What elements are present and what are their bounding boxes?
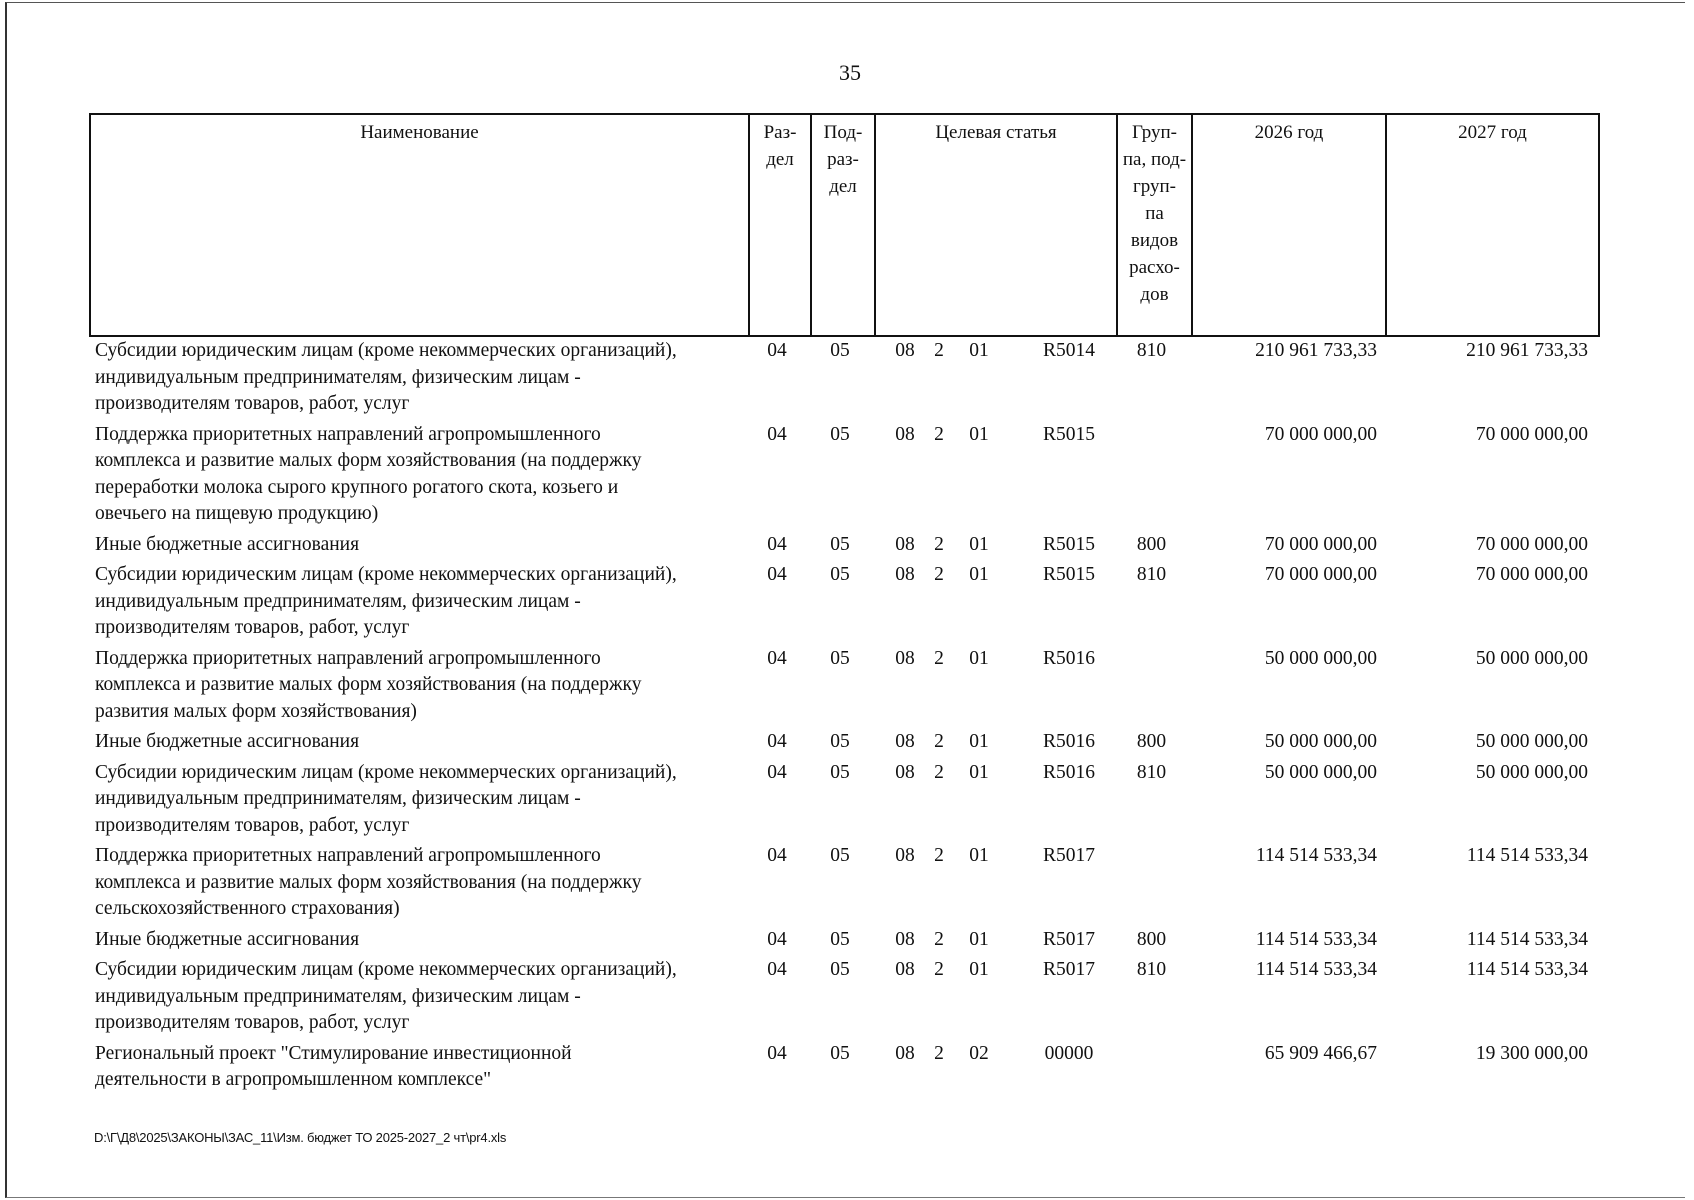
row-name-line: Поддержка приоритетных направлений агропромышленного (95, 647, 601, 669)
cell-y2027: 114 514 533,34 (1466, 928, 1588, 950)
table-header (89, 113, 1600, 337)
header-vid-line: па (1145, 203, 1164, 224)
cell-t1: 08 (895, 928, 915, 950)
cell-t1: 08 (895, 564, 915, 585)
cell-t3: 01 (969, 564, 989, 585)
cell-t3: 01 (969, 845, 989, 866)
row-name-line: Иные бюджетные ассигнования (95, 731, 360, 752)
cell-t4: R5015 (1042, 564, 1095, 585)
row-name-line: производителям товаров, работ, услуг (95, 1012, 410, 1033)
cell-t4: R5016 (1042, 731, 1095, 752)
cell-t1: 08 (895, 731, 915, 752)
table-row (89, 957, 1600, 1037)
header-vid-line: груп- (1132, 176, 1177, 197)
cell-t3: 01 (969, 647, 989, 669)
cell-t4: R5016 (1042, 647, 1095, 669)
cell-t1: 08 (895, 533, 915, 555)
cell-t2: 2 (934, 564, 944, 585)
cell-t1: 08 (895, 340, 915, 361)
cell-y2026: 50 000 000,00 (1264, 647, 1377, 669)
header-vid-line: видов (1130, 230, 1179, 251)
header-vid-line: Груп- (1131, 122, 1178, 143)
header-podrazdel-line: раз- (827, 149, 859, 170)
cell-t2: 2 (934, 959, 944, 980)
table-row (89, 843, 1600, 923)
cell-t1: 08 (895, 959, 915, 980)
row-name-line: индивидуальным предпринимателям, физическим лицам - (95, 985, 581, 1007)
row-name-line: развития малых форм хозяйствования) (95, 700, 417, 722)
row-name-line: Региональный проект "Стимулирование инвестиционной (95, 1042, 572, 1064)
cell-t3: 01 (969, 533, 989, 555)
table-row (89, 646, 1600, 726)
cell-t2: 2 (934, 423, 944, 445)
row-name-line: комплекса и развитие малых форм хозяйствования (на поддержку (95, 450, 642, 471)
table-row (89, 760, 1600, 840)
cell-t1: 08 (895, 423, 915, 445)
cell-podrazdel: 05 (830, 761, 850, 783)
cell-vid: 800 (1136, 731, 1167, 752)
row-name (89, 729, 739, 756)
cell-podrazdel: 05 (830, 533, 850, 555)
cell-y2027: 70 000 000,00 (1475, 533, 1588, 555)
row-name-line: производителям товаров, работ, услуг (95, 617, 410, 638)
cell-t1: 08 (895, 1042, 915, 1064)
row-name-line: Субсидии юридическим лицам (кроме некоммерческих организаций), (95, 564, 677, 585)
cell-podrazdel: 05 (830, 1042, 850, 1064)
row-name (89, 646, 739, 726)
row-name-line: сельскохозяйственного страхования) (95, 898, 400, 919)
cell-razdel: 04 (767, 564, 787, 585)
row-name (89, 338, 739, 418)
cell-vid: 800 (1136, 928, 1167, 950)
cell-t2: 2 (934, 731, 944, 752)
cell-y2026: 114 514 533,34 (1255, 845, 1377, 866)
cell-t1: 08 (895, 647, 915, 669)
row-name-line: индивидуальным предпринимателям, физическим лицам - (95, 590, 581, 612)
cell-t4: R5014 (1042, 340, 1095, 361)
row-name (89, 532, 739, 559)
header-vid (1116, 115, 1191, 335)
row-name-line: Субсидии юридическим лицам (кроме некоммерческих организаций), (95, 761, 677, 783)
cell-y2027: 210 961 733,33 (1466, 340, 1588, 361)
cell-y2026: 114 514 533,34 (1255, 928, 1377, 950)
header-vid-line: дов (1140, 284, 1169, 305)
cell-razdel: 04 (767, 845, 787, 866)
cell-y2026: 114 514 533,34 (1255, 959, 1377, 980)
row-name-line: деятельности в агропромышленном комплексе" (95, 1069, 492, 1090)
footer-file-path: D:\Г\Д8\2025\ЗАКОНЫ\ЗАС_11\Изм. бюджет ТО 2025-2027_2 чт\pr4.xls (94, 1130, 507, 1145)
row-name (89, 957, 739, 1037)
cell-t3: 01 (969, 340, 989, 361)
cell-t4: R5015 (1042, 423, 1095, 445)
cell-podrazdel: 05 (830, 423, 850, 445)
cell-t4: R5017 (1042, 928, 1095, 950)
cell-podrazdel: 05 (830, 564, 850, 585)
cell-y2027: 70 000 000,00 (1475, 564, 1588, 585)
cell-podrazdel: 05 (830, 845, 850, 866)
header-vid-line: расхо- (1129, 257, 1180, 278)
row-name (89, 562, 739, 642)
cell-y2026: 70 000 000,00 (1264, 423, 1377, 445)
cell-y2027: 50 000 000,00 (1475, 761, 1588, 783)
cell-podrazdel: 05 (830, 928, 850, 950)
row-name-line: Иные бюджетные ассигнования (95, 533, 360, 555)
cell-t2: 2 (934, 761, 944, 783)
row-name-line: Субсидии юридическим лицам (кроме некоммерческих организаций), (95, 959, 677, 980)
cell-y2026: 50 000 000,00 (1264, 761, 1377, 783)
cell-razdel: 04 (767, 423, 787, 445)
cell-y2027: 50 000 000,00 (1475, 647, 1588, 669)
cell-y2027: 70 000 000,00 (1475, 423, 1588, 445)
row-name-line: индивидуальным предпринимателям, физическим лицам - (95, 788, 581, 809)
cell-t2: 2 (934, 845, 944, 866)
row-name-line: овечьего на пищевую продукцию) (95, 503, 379, 524)
cell-y2026: 65 909 466,67 (1264, 1042, 1377, 1064)
row-name-line: Субсидии юридическим лицам (кроме некоммерческих организаций), (95, 340, 677, 361)
cell-podrazdel: 05 (830, 647, 850, 669)
cell-t2: 2 (934, 1042, 944, 1064)
row-name (89, 760, 739, 840)
cell-t3: 01 (969, 423, 989, 445)
row-name-line: переработки молока сырого крупного рогатого скота, козьего и (95, 476, 619, 498)
cell-razdel: 04 (767, 761, 787, 783)
cell-t3: 01 (969, 928, 989, 950)
cell-podrazdel: 05 (830, 959, 850, 980)
cell-t3: 02 (969, 1042, 989, 1064)
header-year-2026: 2026 год (1191, 115, 1385, 335)
cell-y2026: 70 000 000,00 (1264, 564, 1377, 585)
cell-y2027: 50 000 000,00 (1475, 731, 1588, 752)
cell-vid: 810 (1136, 564, 1167, 585)
cell-y2027: 114 514 533,34 (1466, 959, 1588, 980)
table-row (89, 532, 1600, 559)
row-name (89, 927, 739, 954)
table-body (89, 338, 1600, 1098)
cell-t4: R5017 (1042, 959, 1095, 980)
cell-podrazdel: 05 (830, 731, 850, 752)
row-name-line: производителям товаров, работ, услуг (95, 393, 410, 414)
cell-t4: R5015 (1042, 533, 1095, 555)
table-row (89, 729, 1600, 756)
header-razdel-line: дел (766, 149, 794, 170)
row-name-line: Иные бюджетные ассигнования (95, 928, 360, 950)
page-number: 35 (839, 60, 861, 85)
cell-t1: 08 (895, 761, 915, 783)
cell-t1: 08 (895, 845, 915, 866)
cell-t4: R5016 (1042, 761, 1095, 783)
header-razdel-line: Раз- (763, 122, 797, 143)
cell-razdel: 04 (767, 1042, 787, 1064)
row-name-line: комплекса и развитие малых форм хозяйствования (на поддержку (95, 871, 642, 893)
table-row (89, 927, 1600, 954)
cell-y2026: 50 000 000,00 (1264, 731, 1377, 752)
row-name-line: Поддержка приоритетных направлений агропромышленного (95, 845, 601, 866)
header-target: Целевая статья (874, 115, 1116, 335)
header-podrazdel-line: Под- (823, 122, 863, 143)
cell-t2: 2 (934, 340, 944, 361)
table-row (89, 1041, 1600, 1094)
cell-t4: 00000 (1044, 1042, 1094, 1064)
header-podrazdel-line: дел (829, 176, 857, 197)
table-row (89, 422, 1600, 528)
header-podrazdel (810, 115, 874, 335)
cell-vid: 810 (1136, 340, 1167, 361)
cell-vid: 810 (1136, 761, 1167, 783)
row-name-line: комплекса и развитие малых форм хозяйствования (на поддержку (95, 674, 642, 695)
cell-y2026: 210 961 733,33 (1255, 340, 1377, 361)
cell-razdel: 04 (767, 928, 787, 950)
table-row (89, 338, 1600, 418)
row-name-line: индивидуальным предпринимателям, физическим лицам - (95, 366, 581, 388)
header-vid-line: па, под- (1122, 149, 1187, 170)
cell-vid: 810 (1136, 959, 1167, 980)
header-year-2027: 2027 год (1385, 115, 1598, 335)
cell-razdel: 04 (767, 959, 787, 980)
row-name-line: Поддержка приоритетных направлений агропромышленного (95, 423, 601, 445)
row-name (89, 422, 739, 528)
cell-y2027: 19 300 000,00 (1475, 1042, 1588, 1064)
cell-podrazdel: 05 (830, 340, 850, 361)
cell-t3: 01 (969, 731, 989, 752)
header-name: Наименование (360, 122, 479, 143)
row-name-line: производителям товаров, работ, услуг (95, 814, 410, 836)
cell-t3: 01 (969, 761, 989, 783)
table-row (89, 562, 1600, 642)
cell-y2026: 70 000 000,00 (1264, 533, 1377, 555)
row-name (89, 1041, 739, 1094)
row-name (89, 843, 739, 923)
cell-y2027: 114 514 533,34 (1466, 845, 1588, 866)
header-razdel (748, 115, 810, 335)
cell-razdel: 04 (767, 647, 787, 669)
cell-t3: 01 (969, 959, 989, 980)
cell-razdel: 04 (767, 533, 787, 555)
cell-t2: 2 (934, 647, 944, 669)
cell-razdel: 04 (767, 731, 787, 752)
cell-t2: 2 (934, 928, 944, 950)
row-gap (89, 1094, 1600, 1098)
cell-t4: R5017 (1042, 845, 1095, 866)
cell-vid: 800 (1136, 533, 1167, 555)
cell-razdel: 04 (767, 340, 787, 361)
cell-t2: 2 (934, 533, 944, 555)
